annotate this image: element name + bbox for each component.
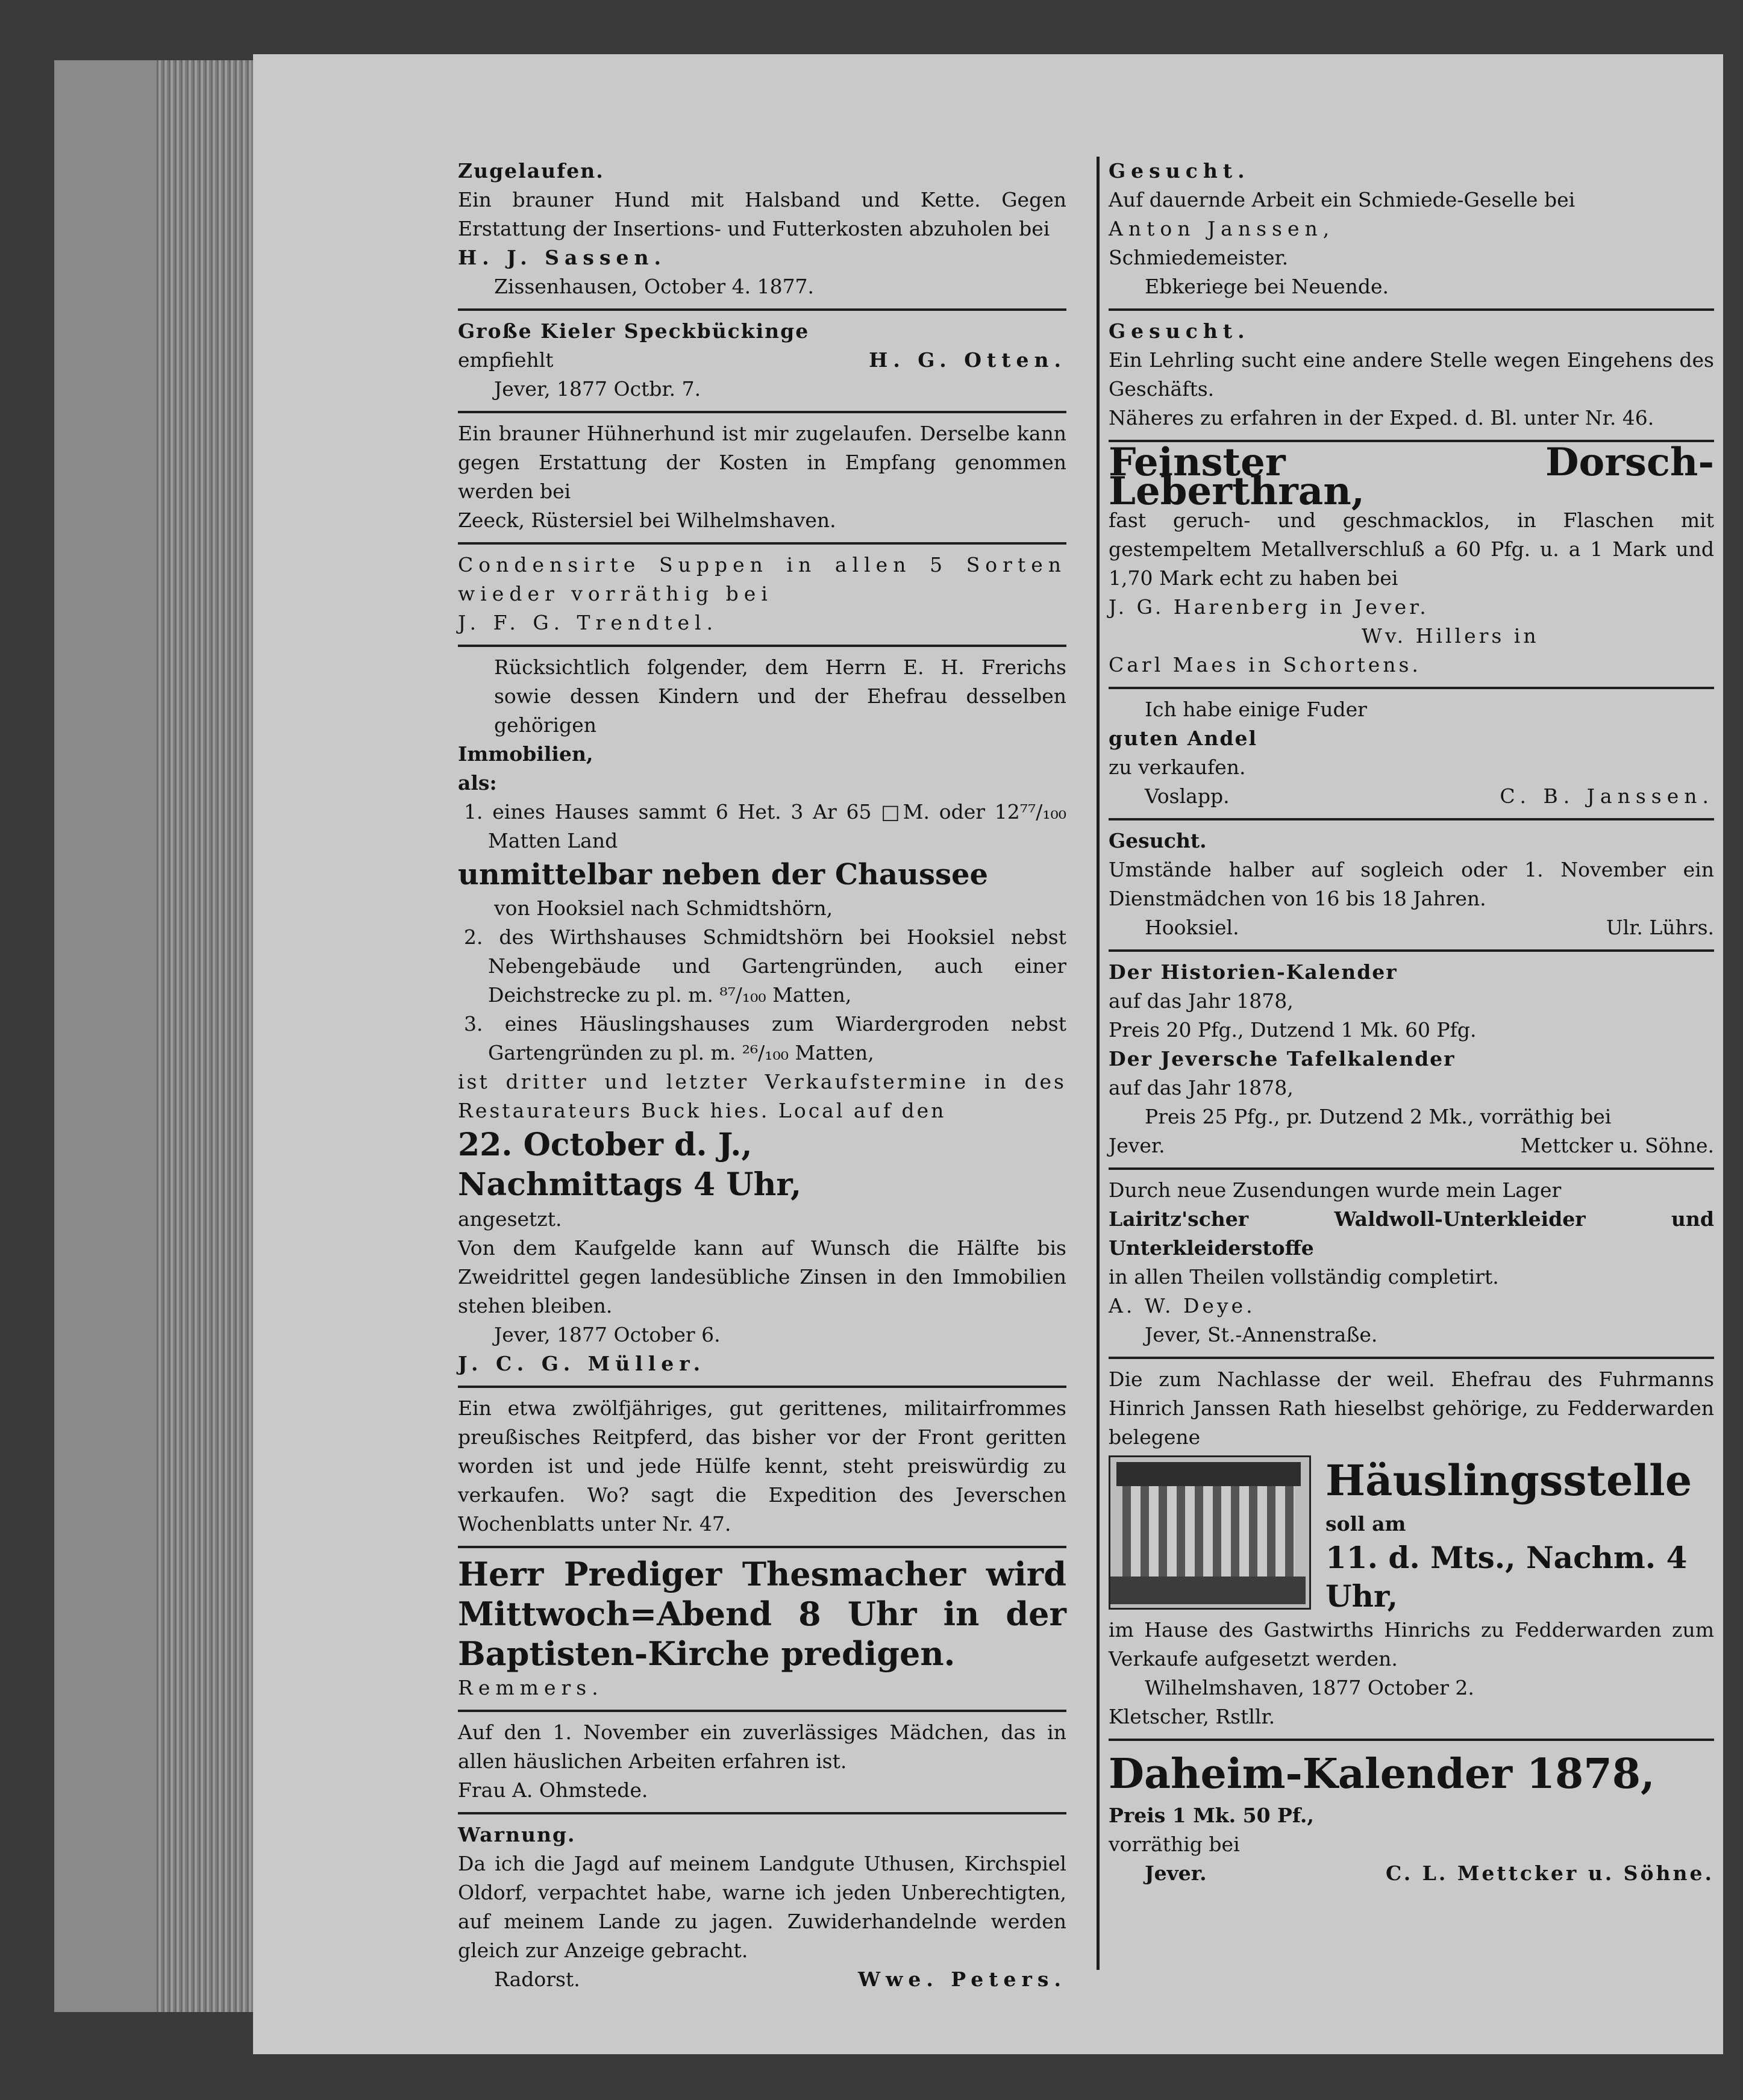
ad-signature: Ulr. Lührs. [1606, 916, 1714, 939]
ad-text: im Hause des Gastwirths Hinrichs zu Fedderwarden zum Verkaufe aufgesetzt werden. [1109, 1618, 1714, 1670]
ad-date: 11. d. Mts., Nachm. 4 Uhr, [1325, 1540, 1688, 1614]
ad-kaufgeld: Von dem Kaufgelde kann auf Wunsch die Hälfte bis Zweidrittel gegen landesübliche Zinsen in den Immobilien stehen bleiben. [458, 1236, 1066, 1317]
ad-text: Ein Lehrling sucht eine andere Stelle wegen Eingehens des Geschäfts. [1109, 348, 1714, 401]
ad-sale: zu verkaufen. [1109, 755, 1246, 779]
ad-speckbueckinge [458, 311, 1066, 413]
ad-seller-1: J. G. Harenberg in Jever. [1109, 595, 1429, 619]
ad-title: Gesucht. [1109, 829, 1207, 852]
ad-signature: H. G. Otten. [869, 348, 1066, 372]
ad-price-2: Preis 25 Pfg., pr. Dutzend 2 Mk., vorräthig bei [1145, 1105, 1612, 1128]
ad-title: Immobilien, [458, 742, 593, 766]
ad-role: Schmiedemeister. [1109, 246, 1289, 269]
ad-item-3: 3. eines Häuslingshauses zum Wiardergroden nebst Gartengründen zu pl. m. ²⁶/₁₀₀ Matten, [464, 1012, 1066, 1064]
ad-title: Häuslingsstelle [1325, 1455, 1692, 1505]
ad-title: Daheim-Kalender 1878, [1109, 1750, 1655, 1798]
ad-termin: ist dritter und letzter Verkaufstermine in des Restaurateurs Buck hies. Local auf den [458, 1070, 1066, 1122]
ad-place-date: Zissenhausen, October 4. 1877. [494, 275, 815, 298]
ad-warnung [458, 1814, 1066, 2001]
ad-soll: soll am [1325, 1512, 1406, 1536]
ad-text: fast geruch- und geschmacklos, in Flaschen mit gestempeltem Metallverschluß a 60 Pfg. u. a 1 Mark und 1,70 Mark echt zu haben bei [1109, 508, 1714, 590]
ad-place: Ebkeriege bei Neuende. [1145, 275, 1389, 298]
ad-waldwoll [1109, 1170, 1714, 1359]
ad-text: Da ich die Jagd auf meinem Landgute Uthusen, Kirchspiel Oldorf, verpachtet habe, warne ich jeden Unberechtigten, auf meinem Lande zu jagen. Zuwiderhandelnde werden gleich zur Anzeige gebracht. [458, 1852, 1066, 1962]
ad-maedchen [458, 1712, 1066, 1814]
ad-title: Gesucht. [1109, 159, 1250, 183]
ad-zugelaufen [458, 151, 1066, 311]
ad-text: Ein brauner Hühnerhund ist mir zugelaufen. Derselbe kann gegen Erstattung der Kosten in Empfang genommen werden bei [458, 422, 1066, 503]
left-column [458, 151, 1066, 2001]
ad-haeuslingsstelle [1109, 1359, 1714, 1741]
ad-title: Lairitz'scher Waldwoll-Unterkleider und Unterkleiderstoffe [1109, 1207, 1714, 1260]
ad-text: Condensirte Suppen in allen 5 Sorten wieder vorräthig bei [458, 553, 1066, 605]
ad-text: Umstände halber auf sogleich oder 1. November ein Dienstmädchen von 16 bis 18 Jahren. [1109, 858, 1714, 910]
ad-price: Preis 1 Mk. 50 Pf., [1109, 1804, 1314, 1827]
ad-text: Ein brauner Hund mit Halsband und Kette. Gegen Erstattung der Insertions- und Futterkosten abzuholen bei [458, 188, 1066, 240]
ad-huehnerhund [458, 413, 1066, 545]
ad-signature: Wwe. Peters. [857, 1967, 1066, 1991]
ad-gesucht-geselle [1109, 151, 1714, 311]
house-illustration [1109, 1455, 1311, 1610]
ad-intro: Durch neue Zusendungen wurde mein Lager [1109, 1178, 1562, 1202]
ad-text: Auf den 1. November ein zuverlässiges Mädchen, das in allen häuslichen Arbeiten erfahren ist. [458, 1720, 1066, 1773]
ad-place: Jever, St.-Annenstraße. [1145, 1323, 1378, 1346]
ad-item-2: 2. des Wirthshauses Schmidtshörn bei Hooksiel nebst Nebengebäude und Gartengründen, auch einer Deichstrecke zu pl. m. ⁸⁷/₁₀₀ Matten, [464, 925, 1066, 1007]
ad-prediger [458, 1548, 1066, 1712]
ad-price: Preis 20 Pfg., Dutzend 1 Mk. 60 Pfg. [1109, 1018, 1477, 1042]
ad-place-date: Jever, 1877 October 6. [494, 1323, 721, 1346]
ad-intro: Die zum Nachlasse der weil. Ehefrau des Fuhrmanns Hinrich Janssen Rath hieselbst gehörige, zu Fedderwarden belegene [1109, 1367, 1714, 1449]
column-divider [1097, 157, 1100, 1970]
ad-signature: H. J. Sassen. [458, 246, 667, 269]
ad-text: Ich habe einige Fuder [1145, 698, 1367, 721]
ad-place: Hooksiel. [1145, 916, 1239, 939]
ad-gesucht-dienstmaedchen [1109, 820, 1714, 952]
ad-title: Zugelaufen. [458, 159, 604, 183]
ad-gesucht-lehrling [1109, 311, 1714, 442]
ad-date: 22. October d. J., [458, 1127, 753, 1163]
ad-title-2: Der Jeversche Tafelkalender [1109, 1047, 1456, 1070]
ad-text: in allen Theilen vollständig completirt. [1109, 1265, 1499, 1289]
newspaper-page [253, 54, 1723, 2054]
ad-signature: C. B. Janssen. [1500, 784, 1714, 808]
ad-title: Warnung. [458, 1823, 576, 1846]
ad-title: Herr Prediger Thesmacher wird Mittwoch=Abend 8 Uhr in der Baptisten-Kirche predigen. [458, 1555, 1066, 1673]
ad-kalender [1109, 952, 1714, 1170]
ad-signature: Kletscher, Rstllr. [1109, 1705, 1275, 1728]
ad-signature: Remmers. [458, 1676, 604, 1699]
ad-place: Voslapp. [1145, 784, 1230, 808]
ad-signature: Mettcker u. Söhne. [1520, 1134, 1714, 1157]
ad-reitpferd [458, 1388, 1066, 1548]
ad-signature: J. C. G. Müller. [458, 1352, 706, 1375]
ad-place-date: Wilhelmshaven, 1877 October 2. [1145, 1676, 1474, 1699]
ad-suppen [458, 545, 1066, 647]
ad-title: Gesucht. [1109, 319, 1250, 343]
ad-text: empfiehlt [458, 348, 554, 372]
ad-year: auf das Jahr 1878, [1109, 989, 1294, 1013]
ad-seller-3: Carl Maes in Schortens. [1109, 653, 1421, 677]
ad-item-1-highlight: unmittelbar neben der Chaussee [458, 858, 989, 892]
ad-signature: Zeeck, Rüstersiel bei Wilhelmshaven. [458, 508, 836, 532]
ad-signature: A. W. Deye. [1109, 1294, 1256, 1317]
ad-signature: Anton Janssen, [1109, 217, 1335, 240]
ad-avail: vorräthig bei [1109, 1833, 1240, 1856]
ad-signature: J. F. G. Trendtel. [458, 611, 719, 634]
ad-angesetzt: angesetzt. [458, 1207, 562, 1231]
ad-signature: Frau A. Ohmstede. [458, 1778, 648, 1802]
ad-title: guten Andel [1109, 727, 1257, 750]
ad-title: Feinster Dorsch-Leberthran, [1109, 440, 1714, 514]
ad-leberthran [1109, 442, 1714, 689]
ad-title: Der Historien-Kalender [1109, 960, 1398, 984]
ad-signature: C. L. Mettcker u. Söhne. [1386, 1861, 1714, 1885]
ad-andel [1109, 689, 1714, 820]
ad-item-1: 1. eines Hauses sammt 6 Het. 3 Ar 65 □M. oder 12⁷⁷/₁₀₀ Matten Land [464, 800, 1066, 852]
ad-place: Jever. [1109, 1134, 1165, 1157]
ad-immobilien [458, 647, 1066, 1388]
ad-seller-2: Wv. Hillers in [1362, 624, 1539, 648]
ad-more: Näheres zu erfahren in der Exped. d. Bl. unter Nr. 46. [1109, 406, 1654, 430]
ad-text: Auf dauernde Arbeit ein Schmiede-Geselle bei [1109, 188, 1576, 211]
ad-place: Radorst. [494, 1967, 580, 1991]
ad-als: als: [458, 771, 497, 795]
ad-intro: Rücksichtlich folgender, dem Herrn E. H. Frerichs sowie dessen Kindern und der Ehefrau desselben gehörigen [494, 655, 1066, 737]
book-cover-edge [54, 60, 157, 2012]
ad-text: Ein etwa zwölfjähriges, gut gerittenes, militairfrommes preußisches Reitpferd, das bisher vor der Front geritten worden ist und jede Hülfe kennt, steht preiswürdig zu verkaufen. Wo? sagt die Expedition des Jeverschen Wochenblatts unter Nr. 47. [458, 1396, 1066, 1536]
ad-place-date: Jever, 1877 Octbr. 7. [494, 377, 701, 401]
ad-item-1-route: von Hooksiel nach Schmidtshörn, [494, 896, 833, 920]
ad-daheim-kalender [1109, 1741, 1714, 1895]
ad-year-2: auf das Jahr 1878, [1109, 1076, 1294, 1099]
ad-place: Jever. [1145, 1861, 1207, 1885]
ad-time: Nachmittags 4 Uhr, [458, 1166, 802, 1203]
ad-title: Große Kieler Speckbückinge [458, 319, 810, 343]
right-column [1109, 151, 1714, 1895]
